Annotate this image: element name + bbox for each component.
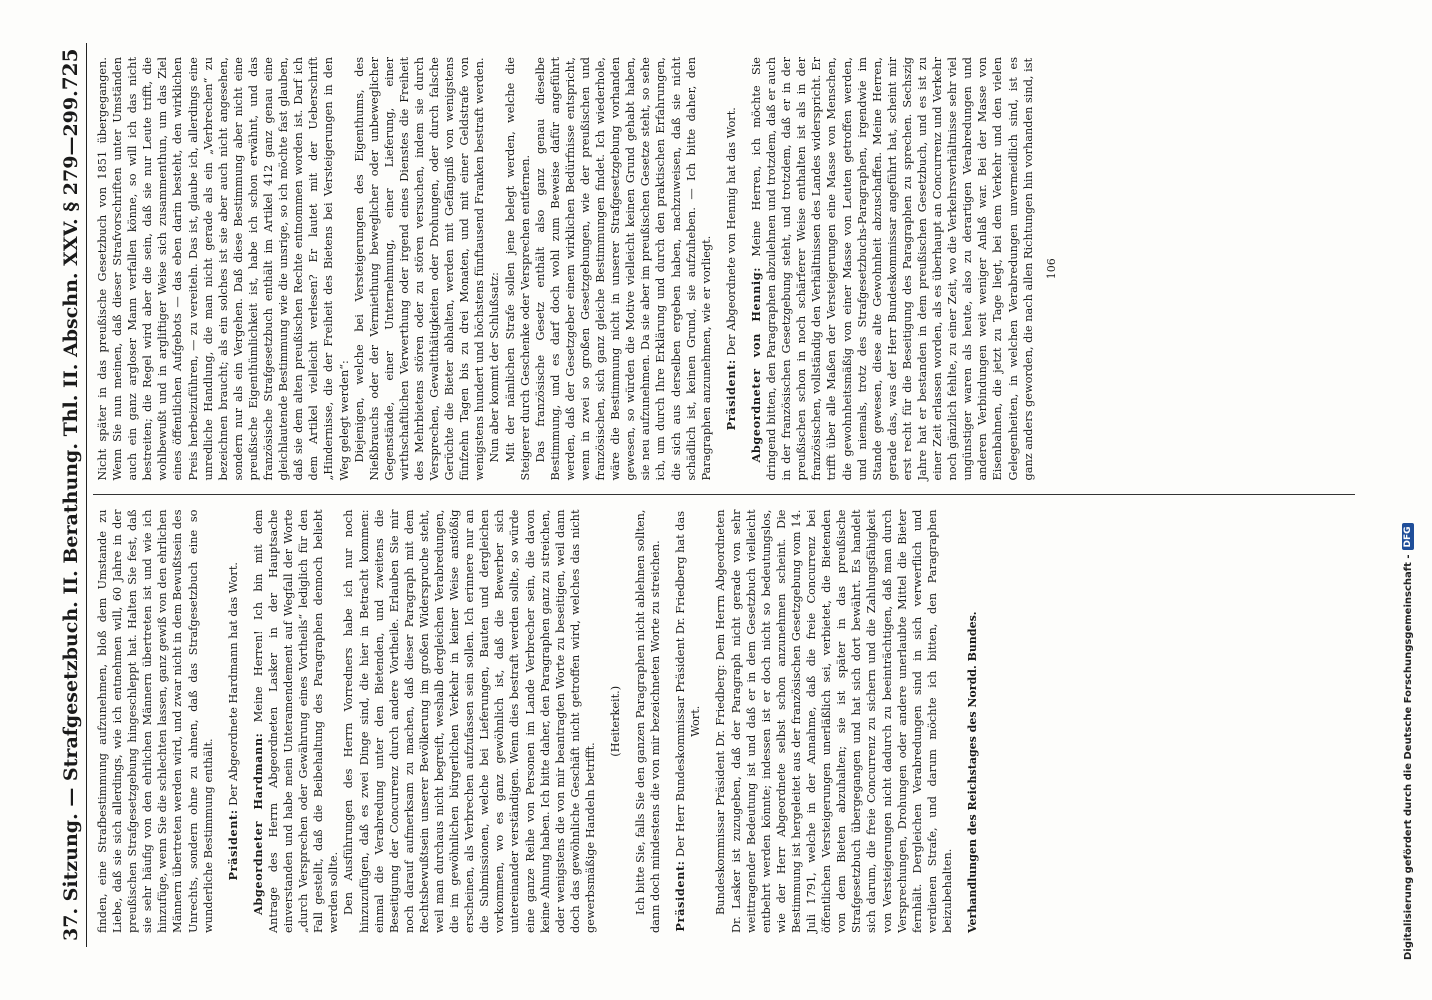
speaker-line <box>226 510 241 934</box>
quoted-paragraph: Diejenigen, welche bei Versteigerungen des Eigenthums, des Nießbrauchs oder der Vermiethung beweglicher oder unbeweglicher Gegenstände, einer Unternehmung, einer Lieferung, einer wirthschaftlichen Verwerthung oder irgend eines Dienstes die Freiheit des Mehrbietens stören oder zu stören versuchen, indem sie durch Versprechen, Gewaltthätigkeiten oder Drohungen, oder durch falsche Gerüchte die Bieter abhalten, werden mit Gefängniß von wenigstens fünfzehn Tagen bis zu drei Monaten, und mit einer Geldstrafe von wenigstens hundert und höchstens fünftausend Franken bestraft werden. <box>352 57 487 481</box>
digitization-credit <box>1402 523 1414 960</box>
speaker-name: Präsident: <box>673 860 688 932</box>
speaker-name: Präsident: <box>225 809 240 881</box>
paragraph: Nicht später in das preußische Gesetzbuch von 1851 übergegangen. Wenn Sie nun meinen, daß dieser Strafvorschriften unter Umständen auch ein ganz argloser Mann verfallen könne, so will ich das nicht bestreiten; die Regel wird aber die sein, daß sie nur Leute trifft, die wohlbewußt und in argliftiger Weise sich zusammenthun, um das Ziel eines öffentlichen Aufgebots — das eben darin besteht, den wirklichen Preis herbeizuführen, — zu vereiteln. Das ist, glaube ich, allerdings eine unredliche Handlung, die man nicht gerade als ein „Verbrechen“ zu bezeichnen braucht; als ein solches ist sie aber auch nicht angesehen, sondern nur als ein Vergehen. Daß diese Bestimmung aber nicht eine preußische Eigenthümlichkeit ist, habe ich schon erwähnt, und das französische Strafgesetzbuch enthält im Artikel 412 ganz genau eine gleichlautende Bestimmung wie die unsrige, so ich möchte fast glauben, daß sie dem alten preußischen Rechte entnommen worden ist. Darf ich dem Artikel vielleicht verlesen? Er lautet mit der Ueberschrift „Hindernisse, die der Freiheit des Bietens bei Versteigerungen in den Weg gelegt werden“: <box>96 57 351 481</box>
speaker-line <box>673 510 703 934</box>
paragraph: Das französische Gesetz enthält also ganz genau dieselbe Bestimmung, und es darf doch wohl zum Beweise dafür angeführt werden, daß der Gesetzgeber einem wirklichen Bedürfnisse entspricht, wenn in zwei so großen Gesetzgebungen, wie der preußischen und französischen, sich ganz gleiche Bestimmungen findet. Ich wiederhole, wäre die Bestimmung nicht in unserer Strafgesetzgebung vorhanden gewesen, so würden die Motive vielleicht keinen Grund gehabt haben, sie neu aufzunehmen. Da sie aber im preußischen Gesetze steht, so sehe ich, um durch Ihre Erklärung und durch den praktischen Erfahrungen, die sich aus derselben ergeben haben, nachzuweisen, daß sie nicht schädlich ist, keinen Grund, sie aufzuheben. — Ich bitte daher, den Paragraphen anzunehmen, wie er vorliegt. <box>533 57 713 481</box>
speaker-text: Der Herr Bundeskommissar Präsident Dr. Friedberg hat das Wort. <box>674 510 703 857</box>
sheet-signature: 106 <box>1044 258 1058 280</box>
speaker-name: Abgeordneter Hardmann: <box>250 732 265 915</box>
right-column <box>93 43 1355 496</box>
text-columns <box>93 43 1355 947</box>
page-footer: Verhandlungen des Reichstages des Nordd. Bundes. <box>965 611 979 933</box>
interjection: (Heiterkeit.) <box>609 685 622 757</box>
speaker-text: Meine Herren! Ich bin mit dem Antrage des Herrn Abgeordneten Lasker in der Hauptsache einverstanden und habe mein Unteramendement auf Wegfall der Worte „durch Versprechen oder Gewährung eines Vortheils“ lediglich für den Fall gestellt, daß die Beibehaltung des Paragraphen dennoch beliebt werden sollte. <box>251 509 341 933</box>
running-header <box>58 43 87 947</box>
paragraph <box>749 57 1036 481</box>
dfg-logo-icon: DFG <box>1402 523 1414 550</box>
paragraph <box>251 510 342 934</box>
digitization-credit-text: Digitalisierung gefördert durch die Deutsche Forschungsgemeinschaft - <box>1402 554 1414 960</box>
speaker-text: Meine Herren, ich möchte Sie dringend bitten, den Paragraphen abzulehnen und trotzdem, daß er auch in der französischen Gesetzgebung steht, und trotzdem, daß er in der preußischen schon in noch schärferer Weise enthalten ist als in der französischen, vollständig den Verhältnissen des Landes widerspricht. Er trifft über alle Maßen der Versteigerungen eine Masse von Menschen, die gewohnheitsmäßig von einer Masse von Leuten getroffen werden, und niemals, trotz des Strafgesetzbuchs-Paragraphen, irgendwie im Stande gewesen, diese alte Gewohnheit abzuschaffen. Meine Herren, gerade das, was der Herr Bundeskommissar angeführt hat, scheint mir erst recht für die Beseitigung des Paragraphen zu sprechen. Sechszig Jahre hat er bestanden in dem preußischen Gesetzbuch, und es ist zu einer Zeit erlassen worden, als es überhaupt an Concurrenz und Verkehr noch gänzlich fehlte, zu einer Zeit, wo die Verkehrsverhältnisse sehr viel ungünstiger waren als heute, also zu derartigen Verabredungen und anderen Verbindungen weit weniger Anlaß war. Bei der Masse von Eisenbahnen, die jetzt zu Tage liegt, bei dem Verkehr und den vielen Gelegenheiten, in welchen Verabredungen unvermeidlich sind, ist es ganz anders geworden, die nach allen Richtungen hin vorhanden sind, ist <box>749 57 1035 481</box>
paragraph: Den Ausführungen des Herrn Vorredners habe ich nur noch hinzuzufügen, daß es zwei Dinge sind, die hier in Betracht kommen: einmal die Verabredung unter den Bietenden, und zweitens die Beseitigung der Concurrenz durch andere Vortheile. Erlauben Sie mir noch darauf aufmerksam zu machen, daß dieser Paragraph mit dem Rechtsbewußtsein unserer Bevölkerung im großen Widerspruche steht, weil man durchaus nicht begreift, weshalb dergleichen Verabredungen, die im gewöhnlichen bürgerlichen Verkehr in keiner Weise anstößig erscheinen, als Verbrechen aufzufassen sein sollen. Ich erinnere nur an die Submissionen, welche bei Lieferungen, Bauten und dergleichen vorkommen, wo es ganz gewöhnlich ist, daß die Bewerber sich untereinander verständigen. Wenn dies bestraft werden sollte, so würde eine ganze Reihe von Personen im Lande Verbrecher sein, die davon keine Ahnung haben. Ich bitte daher, den Paragraphen ganz zu streichen, oder wenigstens die von mir beantragten Worte zu beseitigen, weil dann doch das gewöhnliche Geschäft nicht getroffen wird, welches das nicht gewerbsmäßige Handeln betrifft. <box>342 509 597 933</box>
paragraph: Bundeskommissar Präsident Dr. Friedberg: Dem Herrn Abgeordneten Dr. Lasker ist zuzugeben, daß der Paragraph nicht gerade von sehr weittragender Bedeutung ist und daß er in dem Gesetzbuch vielleicht entbehrt werden könnte; indessen ist er doch nicht so bedeutungslos, wie der Herr Abgeordnete selbst schon anzunehmen scheint. Die Bestimmung ist hergeleitet aus der französischen Gesetzgebung vom 14. Juli 1791, welche in der Annahme, daß die freie Concurrenz bei öffentlichen Versteigerungen unerläßlich sei, verbietet, die Bietenden von dem Bieten abzuhalten; sie ist später in das preußische Strafgesetzbuch übergegangen und hat sich dort bewährt. Es handelt sich darum, die freie Concurrenz zu sichern und die Zahlungsfähigkeit von Versteigerungen nicht dadurch zu beeinträchtigen, daß man durch Versprechungen, Drohungen oder andere unerlaubte Mittel die Bieter fernhält. Dergleichen Verabredungen sind in sich verwerflich und verdienen Strafe, und darum möchte ich bitten, den Paragraphen beizubehalten. <box>714 509 954 933</box>
speaker-name: Abgeordneter von Hennig: <box>748 266 763 463</box>
paragraph: Nun aber kommt der Schlußsatz: <box>488 272 502 463</box>
speaker-name: Präsident: <box>723 359 738 431</box>
left-column <box>93 496 1355 948</box>
speaker-text: Der Abgeordnete Hardmann hat das Wort. <box>226 562 240 806</box>
running-header-title: 37. Sitzung. — Strafgesetzbuch. II. Berathung. Thl. II. Abschn. XXV. § 279—299. <box>60 90 82 941</box>
paragraph: Ich bitte Sie, falls Sie den ganzen Paragraphen nicht ablehnen sollten, dann doch mindestens die von mir bezeichneten Worte zu streichen. <box>634 509 663 933</box>
page-number: 725 <box>58 48 82 91</box>
speaker-text: Der Abgeordnete von Hennig hat das Wort. <box>724 107 738 356</box>
speaker-line <box>724 57 739 481</box>
document-page <box>50 25 1380 965</box>
quoted-paragraph: Mit der nämlichen Strafe sollen jene belegt werden, welche die Steigerer durch Geschenke oder Versprechen entfernen. <box>503 57 532 481</box>
paragraph: finden, eine Strafbestimmung aufzunehmen, bloß dem Umstande zu Liebe, daß sie sich allerdings, wie ich entnehmen will, 60 Jahre in der preußischen Strafgesetzgebung hingeschleppt hat. Halten Sie fest, daß sie sehr häufig von den ehrlichen Männern übertreten ist und wie ich hinzufüge, wenn Sie die schlechten lassen, ganz gewiß von den ehrlichen Männern übertreten werden wird, und zwar nicht in dem Bewußtsein des Unrechts, sondern ohne zu ahnen, daß das Strafgesetzbuch eine so wunderliche Bestimmung enthält. <box>96 509 215 933</box>
